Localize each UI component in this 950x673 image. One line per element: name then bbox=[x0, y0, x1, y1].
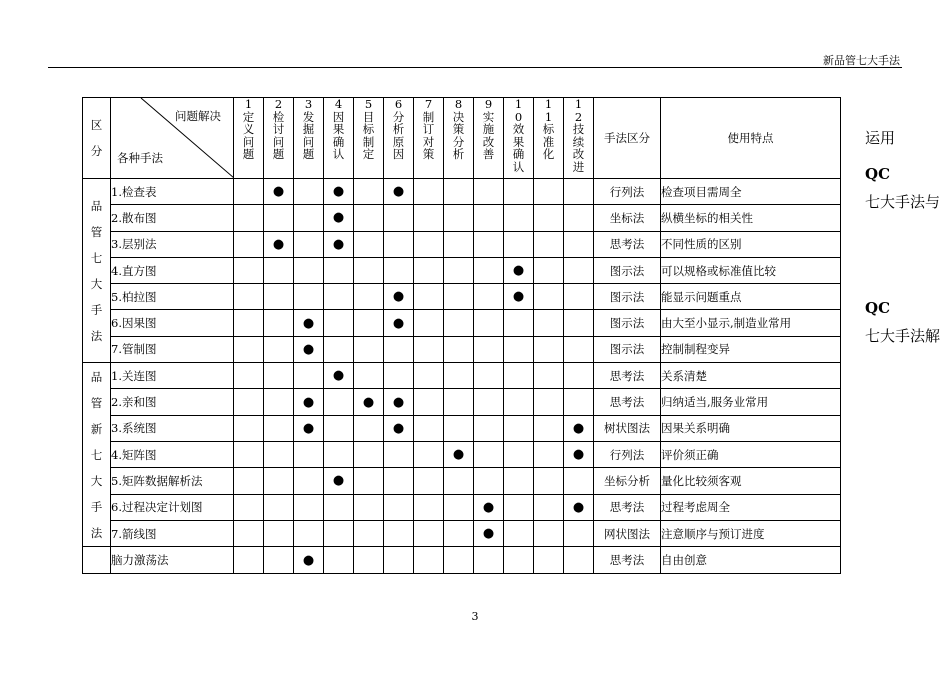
method-type: 思考法 bbox=[594, 363, 661, 389]
table-row bbox=[83, 257, 841, 283]
step-cell bbox=[234, 284, 264, 310]
step-cell bbox=[444, 231, 474, 257]
step-cell bbox=[384, 415, 414, 441]
method-name: 1.关连图 bbox=[111, 363, 234, 389]
mark-dot: ● bbox=[512, 289, 525, 305]
table-row bbox=[83, 363, 841, 389]
step-header-12: 12技续改进 bbox=[564, 98, 594, 179]
method-type: 图示法 bbox=[594, 310, 661, 336]
method-name: 1.检查表 bbox=[111, 179, 234, 205]
step-cell bbox=[264, 284, 294, 310]
mark-dot: ● bbox=[572, 420, 585, 436]
table-row bbox=[83, 441, 841, 467]
step-cell bbox=[444, 284, 474, 310]
step-cell bbox=[414, 441, 444, 467]
step-cell bbox=[264, 257, 294, 283]
table-row bbox=[83, 389, 841, 415]
mark-dot: ● bbox=[332, 184, 345, 200]
step-cell bbox=[414, 179, 444, 205]
mark-dot: ● bbox=[512, 263, 525, 279]
step-header-2: 2检讨问题 bbox=[264, 98, 294, 179]
mark-dot: ● bbox=[332, 236, 345, 252]
step-cell bbox=[384, 389, 414, 415]
step-cell bbox=[504, 284, 534, 310]
side-text-qc-1: QC bbox=[865, 165, 891, 183]
method-type: 图示法 bbox=[594, 257, 661, 283]
step-cell bbox=[324, 205, 354, 231]
method-feature: 因果关系明确 bbox=[661, 415, 841, 441]
step-cell bbox=[384, 310, 414, 336]
step-cell bbox=[444, 310, 474, 336]
method-name: 3.层别法 bbox=[111, 231, 234, 257]
mark-dot: ● bbox=[302, 420, 315, 436]
step-cell bbox=[294, 468, 324, 494]
step-cell bbox=[264, 415, 294, 441]
step-cell bbox=[474, 547, 504, 574]
step-cell bbox=[324, 231, 354, 257]
step-cell bbox=[354, 441, 384, 467]
step-cell bbox=[324, 547, 354, 574]
step-cell bbox=[414, 336, 444, 362]
step-cell bbox=[294, 310, 324, 336]
method-name: 6.过程决定计划图 bbox=[111, 494, 234, 520]
mark-dot: ● bbox=[392, 289, 405, 305]
step-cell bbox=[414, 205, 444, 231]
step-header-5: 5目标制定 bbox=[354, 98, 384, 179]
step-cell bbox=[324, 520, 354, 546]
mark-dot: ● bbox=[332, 368, 345, 384]
step-header-7: 7制订对策 bbox=[414, 98, 444, 179]
step-cell bbox=[384, 363, 414, 389]
step-cell bbox=[354, 179, 384, 205]
step-cell bbox=[264, 547, 294, 574]
step-cell bbox=[414, 257, 444, 283]
table-row bbox=[83, 231, 841, 257]
method-name: 6.因果图 bbox=[111, 310, 234, 336]
step-cell bbox=[294, 284, 324, 310]
step-cell bbox=[294, 441, 324, 467]
step-cell bbox=[504, 547, 534, 574]
step-cell bbox=[414, 494, 444, 520]
step-cell bbox=[534, 205, 564, 231]
corner-diagonal-header bbox=[111, 98, 234, 179]
step-cell bbox=[414, 363, 444, 389]
step-cell bbox=[564, 415, 594, 441]
step-cell bbox=[264, 441, 294, 467]
step-cell bbox=[294, 257, 324, 283]
step-header-8: 8决策分析 bbox=[444, 98, 474, 179]
step-cell bbox=[444, 205, 474, 231]
step-cell bbox=[234, 205, 264, 231]
step-cell bbox=[474, 336, 504, 362]
step-cell bbox=[564, 389, 594, 415]
step-cell bbox=[534, 336, 564, 362]
method-feature: 过程考虑周全 bbox=[661, 494, 841, 520]
step-cell bbox=[444, 363, 474, 389]
step-cell bbox=[234, 468, 264, 494]
table-row bbox=[83, 284, 841, 310]
table-row bbox=[83, 179, 841, 205]
step-cell bbox=[294, 179, 324, 205]
step-cell bbox=[324, 363, 354, 389]
step-cell bbox=[504, 468, 534, 494]
table-row bbox=[83, 547, 841, 574]
step-cell bbox=[354, 547, 384, 574]
mark-dot: ● bbox=[362, 394, 375, 410]
mark-dot: ● bbox=[302, 552, 315, 568]
step-cell bbox=[414, 389, 444, 415]
method-feature: 可以规格或标准值比较 bbox=[661, 257, 841, 283]
method-type: 行列法 bbox=[594, 179, 661, 205]
page-number: 3 bbox=[471, 610, 479, 623]
step-cell bbox=[384, 257, 414, 283]
step-cell bbox=[384, 494, 414, 520]
step-cell bbox=[444, 441, 474, 467]
method-type: 网状图法 bbox=[594, 520, 661, 546]
step-cell bbox=[534, 257, 564, 283]
step-cell bbox=[414, 547, 444, 574]
step-cell bbox=[294, 389, 324, 415]
step-cell bbox=[444, 179, 474, 205]
method-type: 行列法 bbox=[594, 441, 661, 467]
table-row bbox=[83, 205, 841, 231]
step-cell bbox=[294, 494, 324, 520]
step-header-9: 9实施改善 bbox=[474, 98, 504, 179]
step-cell bbox=[354, 415, 384, 441]
step-cell bbox=[504, 520, 534, 546]
method-feature: 检查项目需周全 bbox=[661, 179, 841, 205]
step-cell bbox=[474, 179, 504, 205]
step-cell bbox=[564, 284, 594, 310]
table-row bbox=[83, 468, 841, 494]
step-cell bbox=[534, 415, 564, 441]
step-cell bbox=[384, 205, 414, 231]
method-type: 树状图法 bbox=[594, 415, 661, 441]
step-cell bbox=[414, 415, 444, 441]
step-cell bbox=[384, 441, 414, 467]
step-cell bbox=[384, 336, 414, 362]
table-row bbox=[83, 415, 841, 441]
step-cell bbox=[504, 310, 534, 336]
step-cell bbox=[264, 363, 294, 389]
step-cell bbox=[564, 231, 594, 257]
method-feature: 由大至小显示,制造业常用 bbox=[661, 310, 841, 336]
step-cell bbox=[564, 179, 594, 205]
step-cell bbox=[414, 284, 444, 310]
table-row bbox=[83, 494, 841, 520]
step-cell bbox=[564, 310, 594, 336]
method-name: 2.散布图 bbox=[111, 205, 234, 231]
step-cell bbox=[354, 494, 384, 520]
group-label: 品管新七大手法 bbox=[83, 363, 111, 547]
step-cell bbox=[474, 389, 504, 415]
step-cell bbox=[474, 520, 504, 546]
method-name: 4.直方图 bbox=[111, 257, 234, 283]
group-label: 品管七大手法 bbox=[83, 179, 111, 363]
step-cell bbox=[234, 494, 264, 520]
step-cell bbox=[234, 179, 264, 205]
step-cell bbox=[294, 415, 324, 441]
table-row bbox=[83, 336, 841, 362]
step-cell bbox=[564, 468, 594, 494]
step-cell bbox=[474, 257, 504, 283]
step-cell bbox=[474, 415, 504, 441]
mark-dot: ● bbox=[392, 420, 405, 436]
step-cell bbox=[234, 231, 264, 257]
step-cell bbox=[504, 205, 534, 231]
mark-dot: ● bbox=[272, 184, 285, 200]
side-text-seven-tools-and: 七大手法与 bbox=[865, 193, 941, 211]
step-cell bbox=[264, 389, 294, 415]
step-cell bbox=[384, 468, 414, 494]
step-cell bbox=[294, 231, 324, 257]
step-cell bbox=[474, 231, 504, 257]
step-cell bbox=[234, 547, 264, 574]
method-type: 坐标分析 bbox=[594, 468, 661, 494]
step-cell bbox=[534, 468, 564, 494]
step-cell bbox=[534, 310, 564, 336]
step-cell bbox=[354, 520, 384, 546]
step-header-3: 3发掘问题 bbox=[294, 98, 324, 179]
step-cell bbox=[384, 520, 414, 546]
step-cell bbox=[264, 310, 294, 336]
step-cell bbox=[444, 389, 474, 415]
step-cell bbox=[534, 284, 564, 310]
step-cell bbox=[564, 257, 594, 283]
step-cell bbox=[534, 520, 564, 546]
step-cell bbox=[534, 179, 564, 205]
side-text-qc-2: QC bbox=[865, 299, 891, 317]
mark-dot: ● bbox=[392, 394, 405, 410]
mark-dot: ● bbox=[452, 447, 465, 463]
side-text-seven-tools-explain: 七大手法解 bbox=[865, 327, 941, 345]
step-cell bbox=[354, 205, 384, 231]
step-cell bbox=[414, 310, 444, 336]
step-cell bbox=[444, 547, 474, 574]
method-feature: 评价须正确 bbox=[661, 441, 841, 467]
method-type: 坐标法 bbox=[594, 205, 661, 231]
step-cell bbox=[234, 389, 264, 415]
corner-top-label: 问题解决 bbox=[175, 109, 221, 123]
step-cell bbox=[564, 205, 594, 231]
step-cell bbox=[384, 231, 414, 257]
method-type: 思考法 bbox=[594, 231, 661, 257]
step-cell bbox=[294, 336, 324, 362]
step-cell bbox=[264, 520, 294, 546]
mark-dot: ● bbox=[392, 184, 405, 200]
method-feature: 归纳适当,服务业常用 bbox=[661, 389, 841, 415]
step-cell bbox=[504, 179, 534, 205]
step-cell bbox=[354, 257, 384, 283]
step-cell bbox=[384, 284, 414, 310]
step-header-4: 4因果确认 bbox=[324, 98, 354, 179]
mark-dot: ● bbox=[272, 236, 285, 252]
step-cell bbox=[324, 441, 354, 467]
method-feature: 能显示问题重点 bbox=[661, 284, 841, 310]
step-cell bbox=[504, 231, 534, 257]
method-name: 7.箭线图 bbox=[111, 520, 234, 546]
method-name: 7.管制图 bbox=[111, 336, 234, 362]
document-header-title: 新品管七大手法 bbox=[823, 54, 900, 67]
mark-dot: ● bbox=[302, 315, 315, 331]
qc-methods-table bbox=[82, 97, 841, 574]
step-cell bbox=[564, 520, 594, 546]
step-cell bbox=[324, 389, 354, 415]
step-cell bbox=[264, 336, 294, 362]
step-cell bbox=[564, 547, 594, 574]
step-cell bbox=[504, 389, 534, 415]
step-cell bbox=[444, 415, 474, 441]
step-cell bbox=[324, 179, 354, 205]
method-name: 脑力激荡法 bbox=[111, 547, 234, 574]
step-cell bbox=[234, 415, 264, 441]
group-label bbox=[83, 547, 111, 574]
step-cell bbox=[444, 336, 474, 362]
mark-dot: ● bbox=[482, 526, 495, 541]
step-cell bbox=[354, 389, 384, 415]
step-cell bbox=[354, 363, 384, 389]
step-cell bbox=[294, 205, 324, 231]
step-cell bbox=[564, 336, 594, 362]
step-cell bbox=[504, 363, 534, 389]
step-header-1: 1定义问题 bbox=[234, 98, 264, 179]
method-feature: 控制制程变异 bbox=[661, 336, 841, 362]
step-cell bbox=[504, 336, 534, 362]
mark-dot: ● bbox=[302, 394, 315, 410]
step-cell bbox=[564, 363, 594, 389]
method-feature: 不同性质的区别 bbox=[661, 231, 841, 257]
step-cell bbox=[234, 336, 264, 362]
step-cell bbox=[474, 441, 504, 467]
method-name: 5.柏拉图 bbox=[111, 284, 234, 310]
method-feature: 关系清楚 bbox=[661, 363, 841, 389]
step-cell bbox=[384, 179, 414, 205]
step-cell bbox=[234, 441, 264, 467]
mark-dot: ● bbox=[482, 499, 495, 515]
step-cell bbox=[474, 284, 504, 310]
step-cell bbox=[264, 179, 294, 205]
step-cell bbox=[414, 520, 444, 546]
type-header: 手法区分 bbox=[594, 98, 661, 179]
method-name: 5.矩阵数据解析法 bbox=[111, 468, 234, 494]
step-cell bbox=[294, 547, 324, 574]
step-header-10: 10效果确认 bbox=[504, 98, 534, 179]
mark-dot: ● bbox=[332, 473, 345, 489]
step-cell bbox=[474, 363, 504, 389]
step-cell bbox=[294, 363, 324, 389]
method-name: 4.矩阵图 bbox=[111, 441, 234, 467]
method-name: 3.系统图 bbox=[111, 415, 234, 441]
step-cell bbox=[354, 336, 384, 362]
method-type: 图示法 bbox=[594, 284, 661, 310]
step-cell bbox=[264, 231, 294, 257]
mark-dot: ● bbox=[572, 499, 585, 515]
step-cell bbox=[474, 310, 504, 336]
step-cell bbox=[324, 284, 354, 310]
step-cell bbox=[414, 231, 444, 257]
step-cell bbox=[264, 468, 294, 494]
step-cell bbox=[504, 494, 534, 520]
corner-group-header: 区分 bbox=[83, 98, 111, 179]
step-cell bbox=[564, 494, 594, 520]
method-feature: 自由创意 bbox=[661, 547, 841, 574]
method-feature: 注意顺序与预订进度 bbox=[661, 520, 841, 546]
step-cell bbox=[354, 284, 384, 310]
step-cell bbox=[504, 441, 534, 467]
side-text-apply: 运用 bbox=[865, 129, 896, 147]
step-cell bbox=[444, 520, 474, 546]
step-cell bbox=[444, 494, 474, 520]
step-cell bbox=[444, 257, 474, 283]
step-cell bbox=[234, 520, 264, 546]
method-type: 图示法 bbox=[594, 336, 661, 362]
step-cell bbox=[324, 310, 354, 336]
step-cell bbox=[564, 441, 594, 467]
method-type: 思考法 bbox=[594, 389, 661, 415]
method-type: 思考法 bbox=[594, 494, 661, 520]
method-feature: 量化比较须客观 bbox=[661, 468, 841, 494]
header-rule bbox=[48, 67, 902, 68]
method-type: 思考法 bbox=[594, 547, 661, 574]
step-cell bbox=[504, 257, 534, 283]
corner-bottom-label: 各种手法 bbox=[117, 151, 163, 165]
step-cell bbox=[234, 310, 264, 336]
step-cell bbox=[264, 494, 294, 520]
step-cell bbox=[534, 441, 564, 467]
step-cell bbox=[264, 205, 294, 231]
step-cell bbox=[354, 231, 384, 257]
step-cell bbox=[234, 363, 264, 389]
method-feature: 纵横坐标的相关性 bbox=[661, 205, 841, 231]
step-cell bbox=[534, 389, 564, 415]
step-cell bbox=[324, 468, 354, 494]
method-name: 2.亲和图 bbox=[111, 389, 234, 415]
step-cell bbox=[324, 257, 354, 283]
step-cell bbox=[294, 520, 324, 546]
step-cell bbox=[534, 231, 564, 257]
step-header-6: 6分析原因 bbox=[384, 98, 414, 179]
table-row bbox=[83, 310, 841, 336]
step-cell bbox=[474, 205, 504, 231]
step-cell bbox=[474, 468, 504, 494]
step-cell bbox=[534, 494, 564, 520]
step-cell bbox=[474, 494, 504, 520]
step-cell bbox=[324, 336, 354, 362]
step-cell bbox=[324, 415, 354, 441]
table-row bbox=[83, 520, 841, 546]
step-cell bbox=[324, 494, 354, 520]
step-cell bbox=[414, 468, 444, 494]
step-header-11: 11标准化 bbox=[534, 98, 564, 179]
step-cell bbox=[534, 547, 564, 574]
step-cell bbox=[384, 547, 414, 574]
feature-header: 使用特点 bbox=[661, 98, 841, 179]
step-cell bbox=[234, 257, 264, 283]
mark-dot: ● bbox=[302, 341, 315, 357]
mark-dot: ● bbox=[572, 447, 585, 463]
step-cell bbox=[444, 468, 474, 494]
step-cell bbox=[354, 468, 384, 494]
mark-dot: ● bbox=[392, 315, 405, 331]
step-cell bbox=[504, 415, 534, 441]
step-cell bbox=[534, 363, 564, 389]
mark-dot: ● bbox=[332, 210, 345, 226]
step-cell bbox=[354, 310, 384, 336]
